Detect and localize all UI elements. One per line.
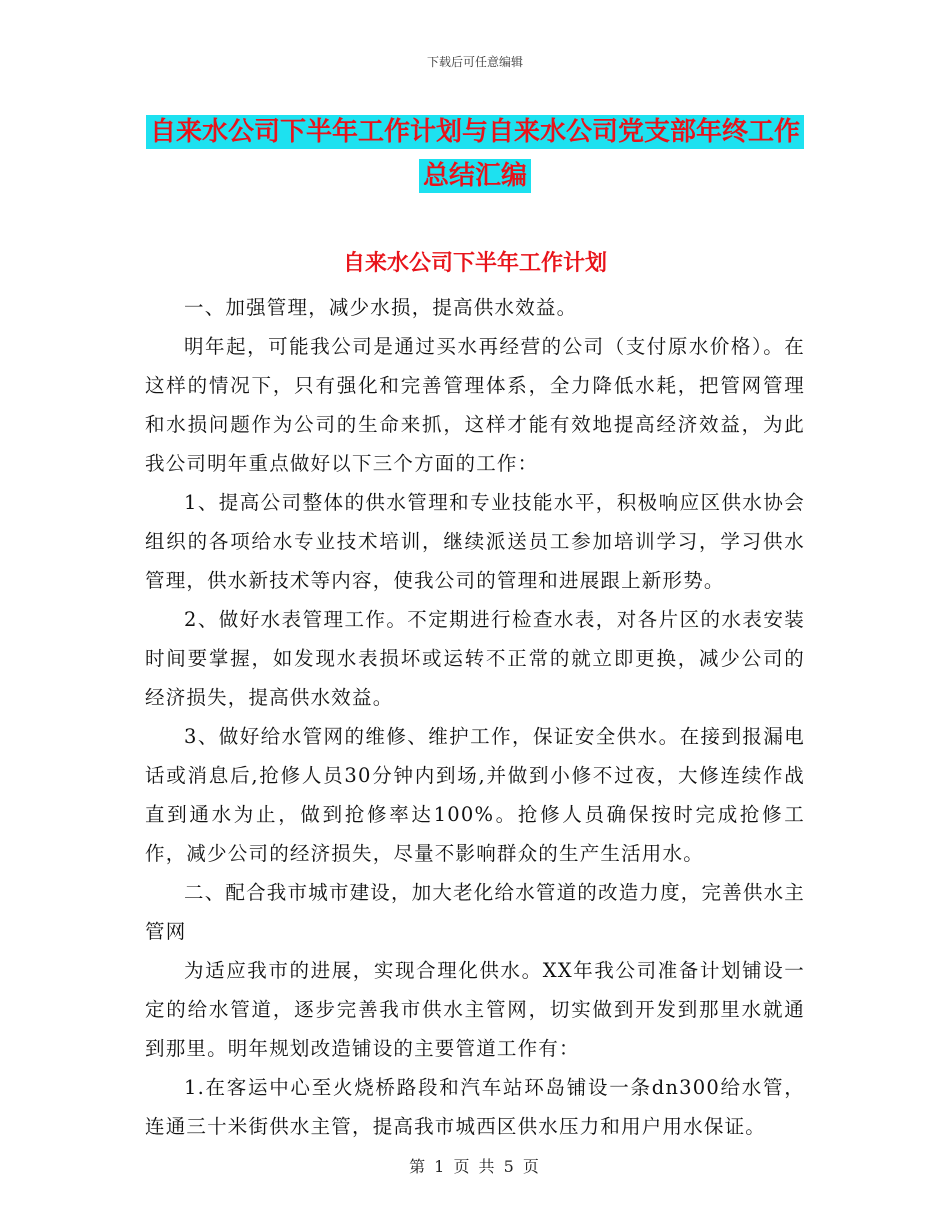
document-title bbox=[145, 110, 805, 198]
paragraph-item-3: 3、做好给水管网的维修、维护工作，保证安全供水。在接到报漏电话或消息后,抢修人员30分钟内到场,并做到小修不过夜，大修连续作战直到通水为止，做到抢修率达100%。抢修人员确保按时完成抢修工作，减少公司的经济损失，尽量不影响群众的生产生活用水。 bbox=[145, 725, 805, 865]
paragraph-item-2: 2、做好水表管理工作。不定期进行检查水表，对各片区的水表安装时间要掌握，如发现水表损坏或运转不正常的就立即更换，减少公司的经济损失，提高供水效益。 bbox=[145, 608, 805, 709]
paragraph-item-4: 1.在客运中心至火烧桥路段和汽车站环岛铺设一条dn300给水管，连通三十米街供水主管，提高我市城西区供水压力和用户用水保证。 bbox=[145, 1076, 805, 1138]
section-title: 自来水公司下半年工作计划 bbox=[342, 251, 607, 276]
header-note: 下载后可任意编辑 bbox=[426, 55, 523, 69]
document-body bbox=[145, 288, 805, 1146]
paragraph-heading-1: 一、加强管理，减少水损，提高供水效益。 bbox=[184, 296, 578, 319]
paragraph-heading-2: 二、配合我市城市建设，加大老化给水管道的改造力度，完善供水主管网 bbox=[145, 881, 806, 943]
paragraph: 明年起，可能我公司是通过买水再经营的公司（支付原水价格）。在这样的情况下，只有强化和完善管理体系，全力降低水耗，把管网管理和水损问题作为公司的生命来抓，这样才能有效地提高经济效益，为此我公司明年重点做好以下三个方面的工作： bbox=[145, 335, 805, 475]
paragraph-item-1: 1、提高公司整体的供水管理和专业技能水平，积极响应区供水协会组织的各项给水专业技术培训，继续派送员工参加培训学习，学习供水管理，供水新技术等内容，使我公司的管理和进展跟上新形势。 bbox=[145, 491, 805, 592]
paragraph: 为适应我市的进展，实现合理化供水。XX年我公司准备计划铺设一定的给水管道，逐步完善我市供水主管网，切实做到开发到那里水就通到那里。明年规划改造铺设的主要管道工作有： bbox=[145, 959, 805, 1060]
page-number: 第 1 页 共 5 页 bbox=[409, 1157, 541, 1176]
document-title-text: 自来水公司下半年工作计划与自来水公司党支部年终工作总结汇编 bbox=[146, 115, 804, 193]
